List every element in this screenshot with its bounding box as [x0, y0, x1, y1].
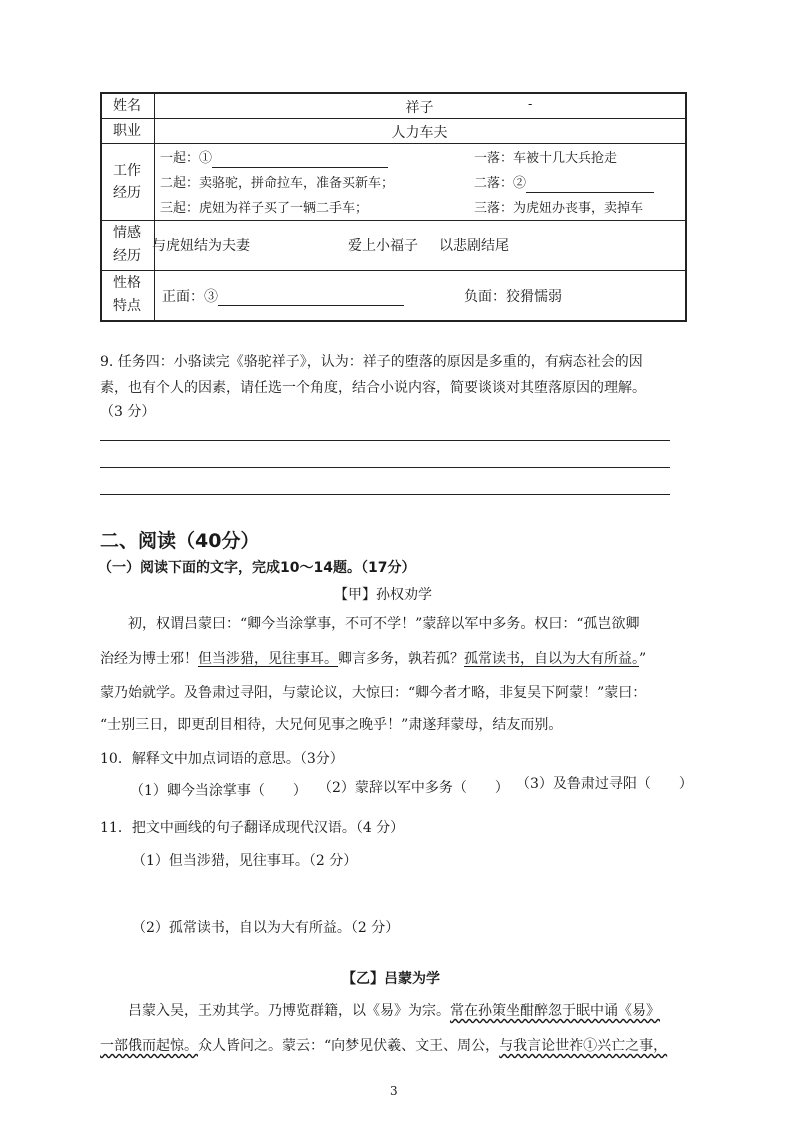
page-number: 3	[390, 1084, 398, 1098]
subsection-title: （一）阅读下面的文字，完成10～14题。（17分）	[98, 560, 416, 576]
q11-item-1: （1）但当涉猎，见往事耳。（2 分）	[132, 853, 358, 869]
row-label-emotion: 情感 经历	[113, 225, 141, 264]
yi-line-2: 一部俄而起惊。众人皆问之。蒙云：“向梦见伏羲、文王、周公，与我言论世祚①兴亡之事，	[100, 1038, 668, 1054]
work-fall-3: 三落：为虎妞办丧事，卖掉车	[474, 201, 644, 216]
q9-line-3: （3 分）	[100, 404, 156, 420]
name-value: 祥子	[405, 100, 434, 116]
emotion-item-1: 与虎妞结为夫妻	[152, 238, 250, 254]
wavy-underlined-text-3: 与我言论世祚①兴亡之事，	[499, 1038, 668, 1054]
q10-item-1: （1）卿今当涂掌事（ ）	[130, 783, 307, 799]
section-title: 二、阅读（40分）	[100, 530, 260, 552]
wavy-underlined-text-1: 常在孙策坐酣醉忽于眠中诵《易》	[450, 1003, 660, 1019]
q10-item-2: （2）蒙辞以军中多务（ ）	[318, 780, 509, 796]
character-positive: 正面：③	[162, 288, 404, 306]
character-negative: 负面：狡猾懦弱	[464, 289, 562, 305]
blank-3[interactable]	[218, 291, 404, 306]
jia-line-1: 初，权谓吕蒙曰：“卿今当涂掌事，不可不学！”蒙辞以军中多务。权曰：“孤岂欲卿	[128, 616, 640, 632]
jia-line-4: “士别三日，即更刮目相待，大兄何见事之晚乎！”肃遂拜蒙母，结友而别。	[100, 717, 563, 733]
row-label-name: 姓名	[113, 98, 141, 114]
jia-line-3: 蒙乃始就学。及鲁肃过寻阳，与蒙论议，大惊曰：“卿今者才略，非复吴下阿蒙！”蒙曰：	[100, 685, 647, 701]
work-fall-1: 一落：车被十几大兵抢走	[474, 151, 618, 166]
emotion-item-3: 以悲剧结尾	[439, 238, 509, 254]
name-extra-mark: -	[528, 97, 533, 112]
wavy-underlined-text-2: 一部俄而起惊。	[100, 1038, 198, 1054]
emotion-item-2: 爱上小福子	[348, 238, 418, 254]
work-fall-2: 二落：②	[474, 175, 654, 193]
job-value: 人力车夫	[391, 125, 448, 141]
work-rise-1: 一起：①	[160, 150, 388, 168]
work-rise-2: 二起：卖骆驼，拼命拉车，准备买新车；	[160, 176, 395, 191]
blank-1[interactable]	[212, 153, 388, 168]
q11-item-2: （2）孤常读书，自以为大有所益。（2 分）	[132, 920, 400, 936]
jia-line-2: 治经为博士邪！但当涉猎，见往事耳。卿言多务，孰若孤？孤常读书，自以为大有所益。”	[100, 651, 647, 667]
q9-line-1: 9. 任务四：小骆读完《骆驼祥子》，认为：祥子的堕落的原因是多重的，有病态社会的因	[100, 354, 643, 370]
character-info-table	[100, 92, 687, 322]
jia-title: 【甲】孙权劝学	[334, 587, 432, 603]
work-rise-3: 三起：虎妞为祥子买了一辆二手车；	[160, 201, 369, 216]
row-label-work: 工作 经历	[113, 163, 141, 201]
blank-2[interactable]	[526, 178, 654, 193]
q10-item-3: （3）及鲁肃过寻阳（ ）	[516, 776, 693, 792]
yi-title: 【乙】吕蒙为学	[342, 971, 440, 987]
answer-line-2[interactable]	[100, 467, 670, 468]
q10-stem: 10．解释文中加点词语的意思。（3分）	[100, 751, 344, 767]
answer-line-1[interactable]	[100, 440, 670, 441]
row-label-job: 职业	[113, 123, 141, 139]
row-label-character: 性格 特点	[113, 275, 141, 314]
underlined-sentence-1: 但当涉猎，见往事耳。	[198, 651, 338, 667]
yi-line-1: 吕蒙入吴，王劝其学。乃博览群籍，以《易》为宗。常在孙策坐酣醉忽于眠中诵《易》	[128, 1003, 660, 1019]
q11-stem: 11．把文中画线的句子翻译成现代汉语。（4 分）	[100, 820, 405, 836]
q9-line-2: 素，也有个人的因素，请任选一个角度，结合小说内容，简要谈谈对其堕落原因的理解。	[100, 380, 646, 396]
underlined-sentence-2: 孤常读书，自以为大有所益。	[464, 651, 639, 667]
answer-line-3[interactable]	[100, 494, 670, 495]
